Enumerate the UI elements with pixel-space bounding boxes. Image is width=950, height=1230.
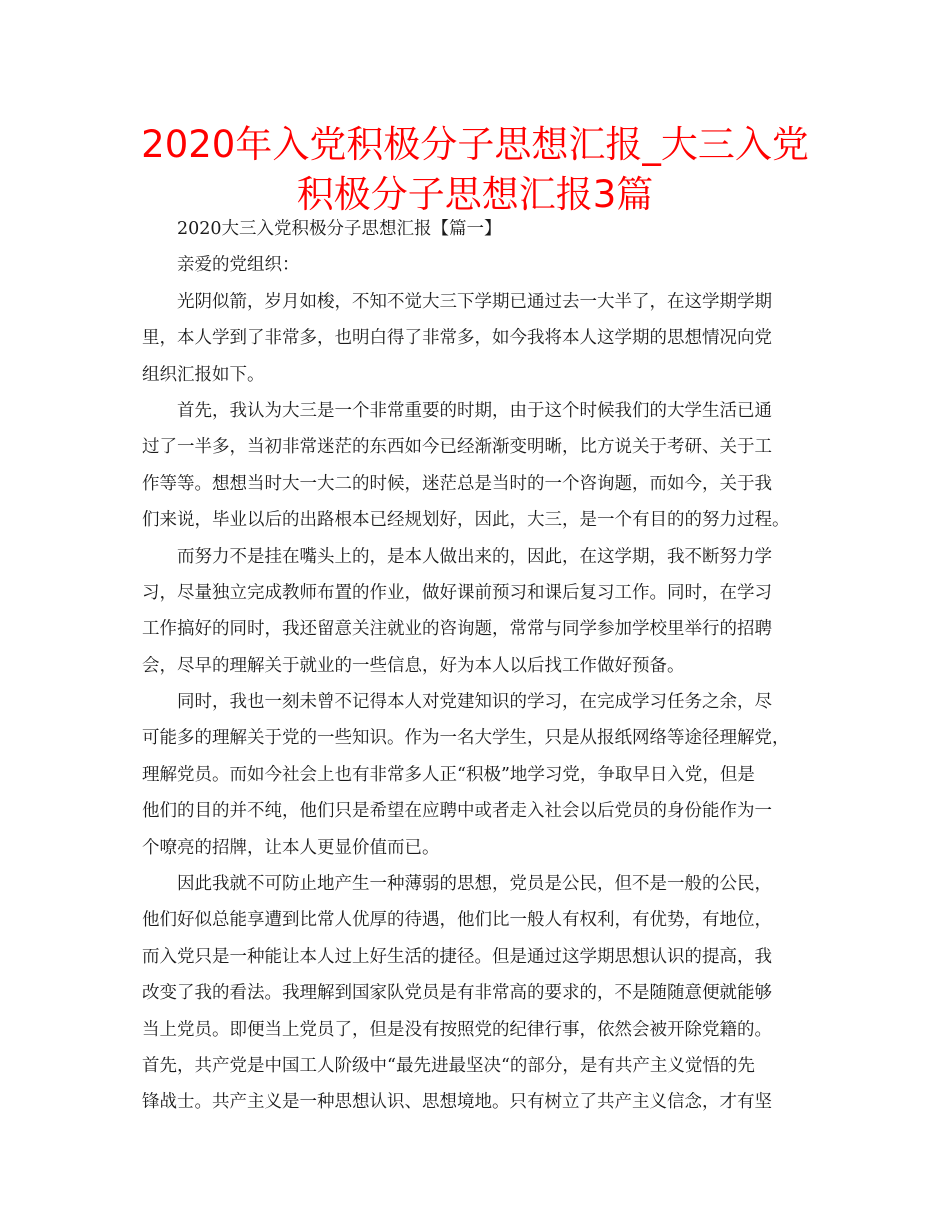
text-line: 会，尽早的理解关于就业的一些信息，好为本人以后找工作做好预备。 — [142, 655, 685, 676]
text-line: 而入党只是一种能让本人过上好生活的捷径。但是通过这学期思想认识的提高，我 — [142, 946, 772, 967]
text-line: 他们好似总能享遭到比常人优厚的待遇，他们比一般人有权利，有优势，有地位， — [142, 910, 772, 931]
text-line: 锋战士。共产主义是一种思想认识、思想境地。只有树立了共产主义信念，才有坚 — [142, 1092, 772, 1113]
text-line: 亲爱的党组织： — [177, 255, 300, 276]
text-line: 工作搞好的同时，我还留意关注就业的咨询题，常常与同学参加学校里举行的招聘 — [142, 619, 772, 640]
text-line: 而努力不是挂在嘴头上的，是本人做出来的，因此，在这学期，我不断努力学 — [177, 546, 772, 567]
text-line: 因此我就不可防止地产生一种薄弱的思想，党员是公民，但不是一般的公民， — [177, 874, 772, 895]
text-line: 组织汇报如下。 — [142, 364, 265, 385]
text-line: 里，本人学到了非常多，也明白得了非常多，如今我将本人这学期的思想情况向党 — [142, 328, 772, 349]
text-line: 习，尽量独立完成教师布置的作业，做好课前预习和课后复习工作。同时，在学习 — [142, 582, 772, 603]
text-line: 光阴似箭，岁月如梭，不知不觉大三下学期已通过去一大半了，在这学期学期 — [177, 291, 772, 312]
text-line: 首先，我认为大三是一个非常重要的时期，由于这个时候我们的大学生活已通 — [177, 400, 772, 421]
text-line: 当上党员。即便当上党员了，但是没有按照党的纪律行事，依然会被开除党籍的。 — [142, 1019, 772, 1040]
text-line: 他们的目的并不纯，他们只是希望在应聘中或者走入社会以后党员的身份能作为一 — [142, 801, 772, 822]
text-line: 理解党员。而如今社会上也有非常多人正“积极”地学习党，争取早日入党，但是 — [142, 764, 755, 785]
text-line: 改变了我的看法。我理解到国家队党员是有非常高的要求的，不是随随意便就能够 — [142, 983, 772, 1004]
text-line: 首先，共产党是中国工人阶级中“最先进最坚决“的部分，是有共产主义觉悟的先 — [142, 1055, 755, 1076]
document-title — [100, 120, 850, 220]
document-body — [142, 211, 802, 1121]
title-line-1: 2020年入党积极分子思想汇报_大三入党 — [141, 123, 809, 166]
text-line: 们来说，毕业以后的出路根本已经规划好，因此，大三，是一个有目的的努力过程。 — [142, 510, 790, 531]
text-line: 同时，我也一刻未曾不记得本人对党建知识的学习，在完成学习任务之余，尽 — [177, 692, 772, 713]
text-line: 个嘹亮的招牌，让本人更显价值而已。 — [142, 837, 440, 858]
text-line: 作等等。想想当时大一大二的时候，迷茫总是当时的一个咨询题，而如今，关于我 — [142, 473, 772, 494]
text-line: 可能多的理解关于党的一些知识。作为一名大学生，只是从报纸网络等途径理解党， — [142, 728, 790, 749]
text-line: 过了一半多，当初非常迷茫的东西如今已经渐渐变明晰，比方说关于考研、关于工 — [142, 437, 772, 458]
text-line: 2020大三入党积极分子思想汇报【篇一】 — [177, 219, 502, 239]
title-line-2: 积极分子思想汇报3篇 — [296, 173, 654, 216]
